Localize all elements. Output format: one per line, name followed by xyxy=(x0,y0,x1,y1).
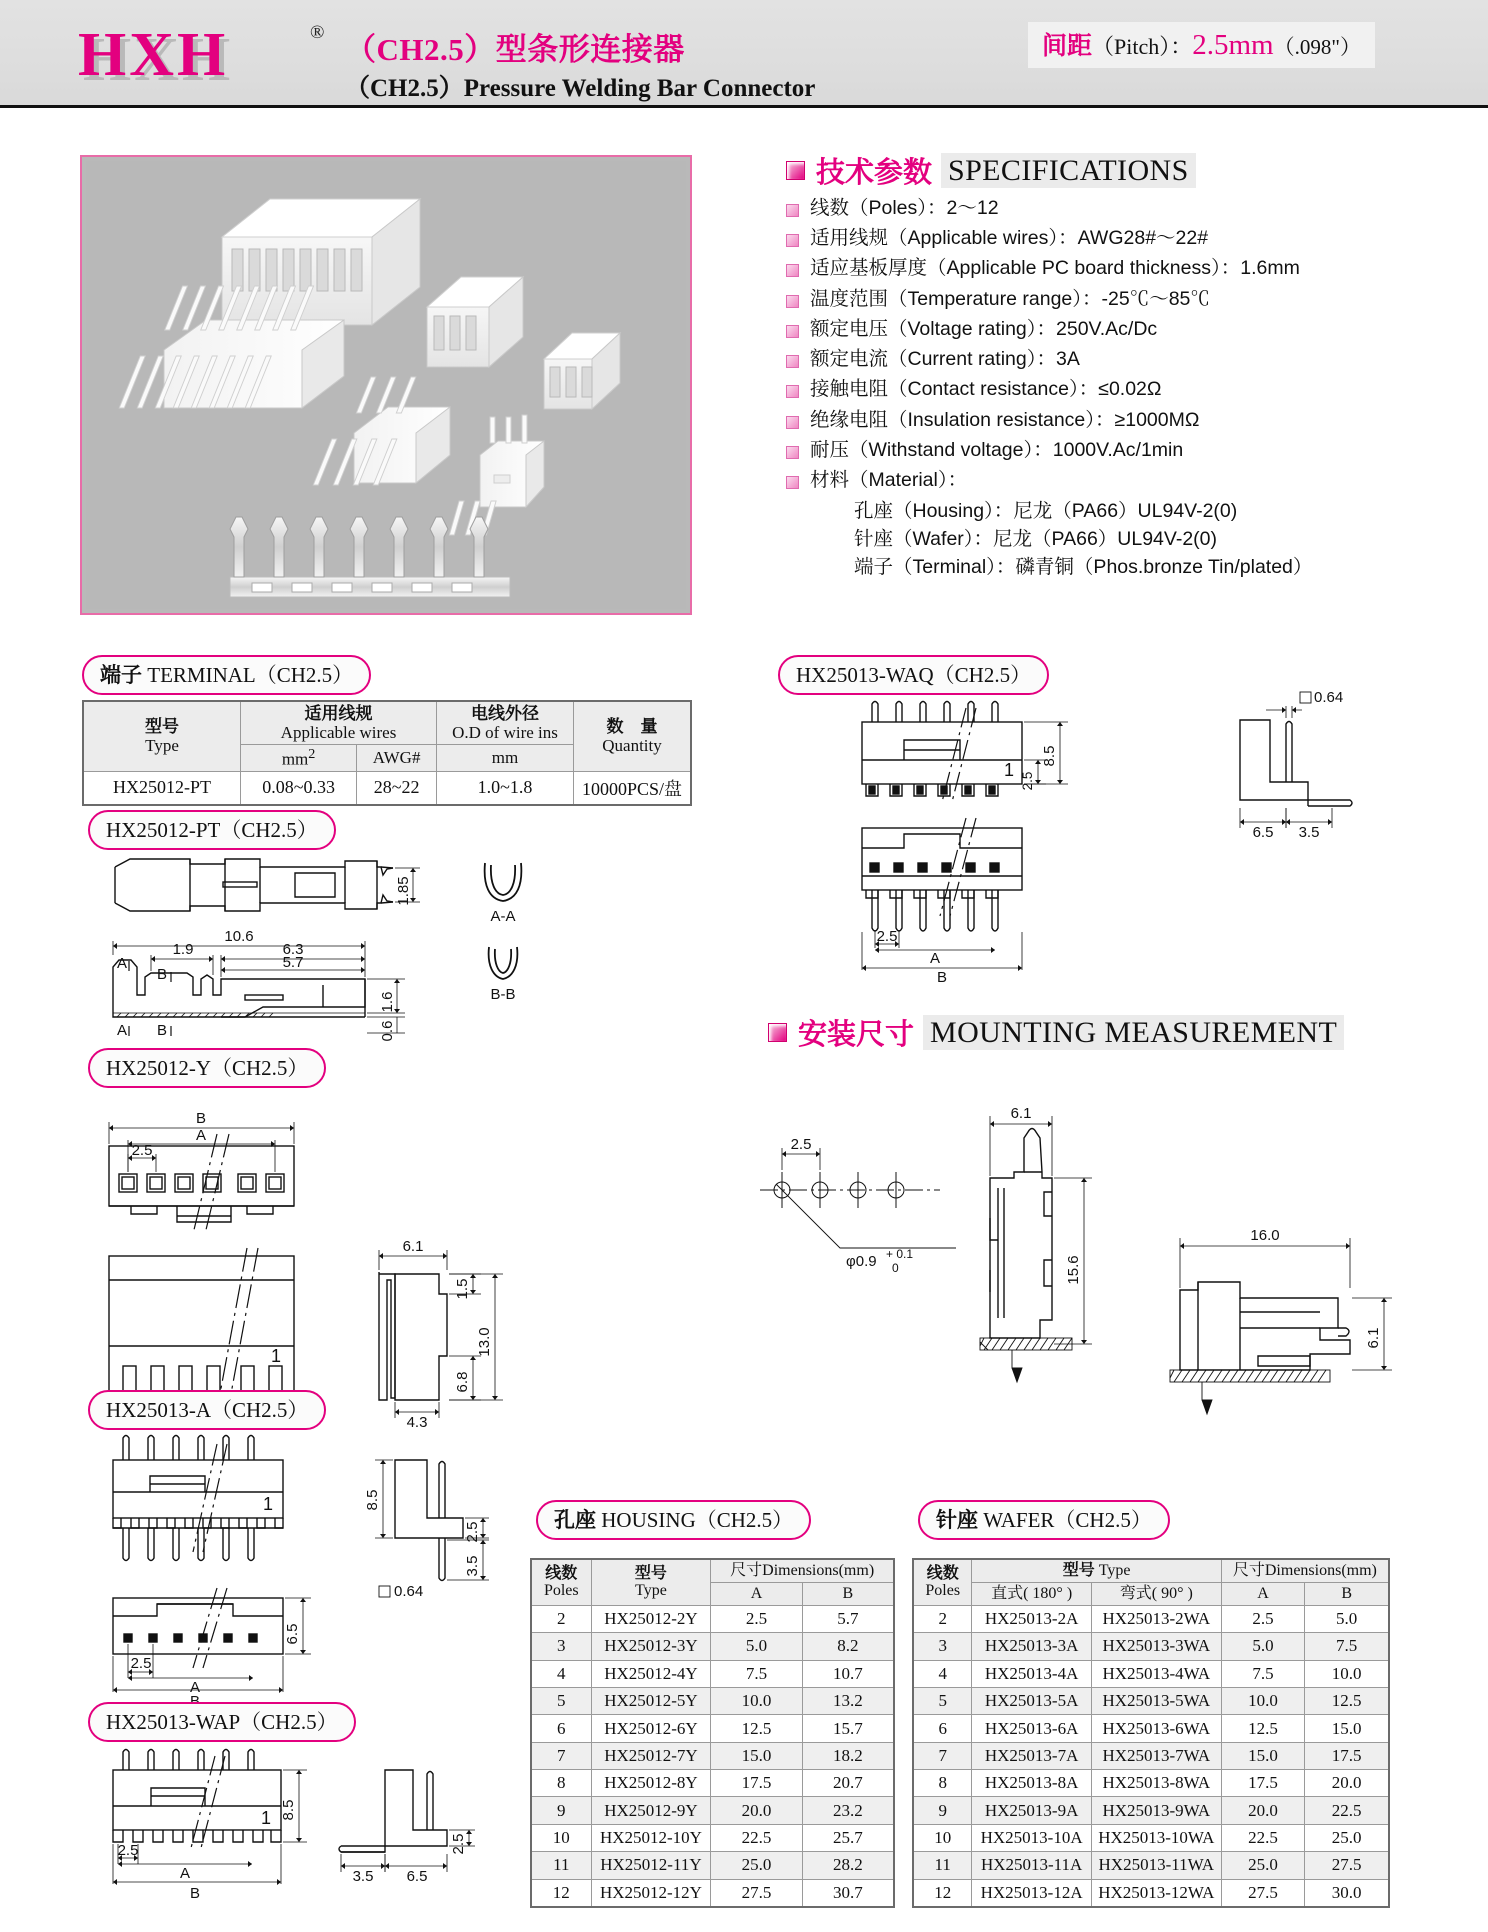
dim-y-b: B xyxy=(195,1110,207,1127)
cell-type: HX25012-12Y xyxy=(591,1879,711,1907)
table-row xyxy=(913,1770,1389,1797)
table-header-row xyxy=(531,1559,894,1582)
table-row xyxy=(531,1687,894,1714)
th-poles: 线数 Poles xyxy=(913,1559,972,1605)
cell-a: 17.5 xyxy=(711,1770,802,1797)
table-row xyxy=(531,1605,894,1632)
label-wafer xyxy=(918,1500,1170,1540)
cell-mm2: 0.08~0.33 xyxy=(241,771,357,805)
wafer-table xyxy=(912,1558,1390,1908)
section-square-icon xyxy=(768,1023,787,1042)
table-row xyxy=(913,1660,1389,1687)
cell-a: 20.0 xyxy=(1221,1797,1305,1824)
cell-poles: 8 xyxy=(531,1770,591,1797)
table-row xyxy=(83,771,691,805)
cell-b: 20.7 xyxy=(802,1770,894,1797)
dim-wap-6-5: 6.5 xyxy=(406,1868,428,1885)
cell-b: 22.5 xyxy=(1305,1797,1389,1824)
cell-type: HX25012-8Y xyxy=(591,1770,711,1797)
cell-straight: HX25013-7A xyxy=(972,1742,1091,1769)
th-dimensions: 尺寸Dimensions(mm) xyxy=(711,1559,894,1582)
dim-y-6-1: 6.1 xyxy=(402,1238,424,1255)
cell-a: 12.5 xyxy=(1221,1715,1305,1742)
cell-bent: HX25013-2WA xyxy=(1091,1605,1221,1632)
dim-a-8-5: 8.5 xyxy=(364,1489,381,1511)
registered-mark-icon: ® xyxy=(310,22,325,43)
specifications-heading xyxy=(786,150,1196,191)
cell-b: 18.2 xyxy=(802,1742,894,1769)
spec-item xyxy=(786,317,1486,343)
cell-type: HX25012-7Y xyxy=(591,1742,711,1769)
section-marker-b-bottom: B xyxy=(157,1022,168,1039)
th-bent: 弯式( 90° ) xyxy=(1091,1582,1221,1605)
bullet-icon xyxy=(786,355,799,368)
label-housing-en: HOUSING（CH2.5） xyxy=(601,1508,794,1532)
dim-y-1-5: 1.5 xyxy=(454,1278,471,1300)
cell-poles: 11 xyxy=(531,1852,591,1879)
cell-a: 22.5 xyxy=(1221,1824,1305,1851)
cell-b: 5.7 xyxy=(802,1605,894,1632)
pin-1-marker-waq: 1 xyxy=(1004,760,1015,780)
cell-poles: 3 xyxy=(531,1633,591,1660)
label-hx25013-waq-text: HX25013-WAQ（CH2.5） xyxy=(796,663,1032,687)
cell-bent: HX25013-9WA xyxy=(1091,1797,1221,1824)
cell-poles: 6 xyxy=(531,1715,591,1742)
pin-1-marker-wap: 1 xyxy=(261,1808,272,1828)
label-hx25013-a-text: HX25013-A（CH2.5） xyxy=(106,1398,309,1422)
dim-wap-8-5: 8.5 xyxy=(280,1799,297,1821)
cell-b: 10.7 xyxy=(802,1660,894,1687)
cell-bent: HX25013-6WA xyxy=(1091,1715,1221,1742)
drawing-hx25013-wap xyxy=(95,1748,525,1928)
th-dim-b: B xyxy=(802,1582,894,1605)
label-hx25012-y xyxy=(88,1048,326,1088)
dim-0-6: 0.6 xyxy=(379,1020,396,1042)
cell-b: 13.2 xyxy=(802,1687,894,1714)
pitch-value: 2.5mm xyxy=(1192,29,1274,61)
section-marker-a-top: A xyxy=(117,955,128,972)
dim-a-6-5: 6.5 xyxy=(284,1623,301,1645)
cell-straight: HX25013-10A xyxy=(972,1824,1091,1851)
dim-mount-hole: φ0.9 xyxy=(846,1253,877,1270)
specifications-heading-en: SPECIFICATIONS xyxy=(941,153,1196,188)
cell-a: 25.0 xyxy=(1221,1852,1305,1879)
cell-a: 27.5 xyxy=(1221,1879,1305,1907)
cell-type: HX25012-3Y xyxy=(591,1633,711,1660)
dim-a-0-64: 0.64 xyxy=(394,1583,424,1600)
cell-b: 25.7 xyxy=(802,1824,894,1851)
wafer-table-body xyxy=(913,1605,1389,1907)
cell-a: 25.0 xyxy=(711,1852,802,1879)
cell-b: 7.5 xyxy=(1305,1633,1389,1660)
dim-waq-B: B xyxy=(936,969,948,986)
spec-item xyxy=(786,438,1486,464)
dim-y-4-3: 4.3 xyxy=(406,1414,428,1431)
cell-b: 30.0 xyxy=(1305,1879,1389,1907)
product-title-en: （CH2.5）Pressure Welding Bar Connector xyxy=(345,75,816,102)
cell-type: HX25012-4Y xyxy=(591,1660,711,1687)
table-row xyxy=(913,1605,1389,1632)
table-row xyxy=(913,1742,1389,1769)
table-header-row xyxy=(83,701,691,745)
cell-a: 17.5 xyxy=(1221,1770,1305,1797)
label-hx25012-pt xyxy=(88,810,336,850)
dim-waq-2-5: 2.5 xyxy=(1020,771,1035,791)
th-dim-b: B xyxy=(1305,1582,1389,1605)
cell-bent: HX25013-10WA xyxy=(1091,1824,1221,1851)
section-marker-b-top: B xyxy=(157,966,168,983)
cell-b: 15.7 xyxy=(802,1715,894,1742)
dim-1-85: 1.85 xyxy=(395,876,412,906)
spec-item xyxy=(786,287,1486,313)
table-row xyxy=(531,1742,894,1769)
specifications-heading-cn: 技术参数 xyxy=(816,157,933,189)
cell-poles: 7 xyxy=(531,1742,591,1769)
material-housing: 孔座（Housing）：尼龙（PA66）UL94V-2(0) xyxy=(854,500,1238,523)
th-od: 电线外径 O.D of wire ins xyxy=(437,701,574,745)
dim-waq-3-5: 3.5 xyxy=(1298,824,1320,841)
cell-type: HX25012-6Y xyxy=(591,1715,711,1742)
cell-type: HX25012-10Y xyxy=(591,1824,711,1851)
cell-poles: 2 xyxy=(531,1605,591,1632)
cell-poles: 4 xyxy=(531,1660,591,1687)
table-row xyxy=(531,1852,894,1879)
label-terminal-en: TERMINAL（CH2.5） xyxy=(147,663,354,687)
cell-qty: 10000PCS/盘 xyxy=(574,771,692,805)
dim-waq-A: A xyxy=(929,950,941,967)
cell-b: 8.2 xyxy=(802,1633,894,1660)
cell-straight: HX25013-6A xyxy=(972,1715,1091,1742)
table-row xyxy=(913,1633,1389,1660)
cell-b: 12.5 xyxy=(1305,1687,1389,1714)
cell-b: 15.0 xyxy=(1305,1715,1389,1742)
company-logo: HXH xyxy=(78,21,229,89)
dim-1-6: 1.6 xyxy=(379,991,396,1013)
terminal-table xyxy=(82,700,692,806)
spec-item xyxy=(786,408,1486,434)
cell-a: 7.5 xyxy=(1221,1660,1305,1687)
dim-1-9: 1.9 xyxy=(172,941,194,958)
mounting-heading-en: MOUNTING MEASUREMENT xyxy=(923,1015,1344,1050)
bullet-icon xyxy=(786,416,799,429)
label-hx25013-a xyxy=(88,1390,326,1430)
cell-b: 17.5 xyxy=(1305,1742,1389,1769)
table-row xyxy=(913,1879,1389,1907)
label-hx25013-wap xyxy=(88,1702,356,1742)
label-hx25012-pt-text: HX25012-PT（CH2.5） xyxy=(106,818,318,842)
label-hx25013-wap-text: HX25013-WAP（CH2.5） xyxy=(106,1710,338,1734)
spec-wires: 适用线规（Applicable wires）：AWG28#～22# xyxy=(810,227,1209,250)
th-awg: AWG# xyxy=(357,745,437,772)
label-housing xyxy=(536,1500,811,1540)
cell-a: 22.5 xyxy=(711,1824,802,1851)
housing-table xyxy=(530,1558,895,1908)
cell-type: HX25012-PT xyxy=(83,771,241,805)
dim-mount-tol-upper: + 0.1 xyxy=(886,1247,914,1261)
cell-a: 15.0 xyxy=(1221,1742,1305,1769)
spec-item xyxy=(786,468,1486,494)
spec-voltage: 额定电压（Voltage rating）：250V.Ac/Dc xyxy=(810,317,1158,340)
th-dimensions: 尺寸Dimensions(mm) xyxy=(1221,1559,1389,1582)
label-terminal-cn: 端子 xyxy=(100,663,142,687)
cell-b: 5.0 xyxy=(1305,1605,1389,1632)
cell-straight: HX25013-3A xyxy=(972,1633,1091,1660)
cell-bent: HX25013-8WA xyxy=(1091,1770,1221,1797)
cell-poles: 6 xyxy=(913,1715,972,1742)
cell-poles: 12 xyxy=(913,1879,972,1907)
cell-poles: 12 xyxy=(531,1879,591,1907)
th-type: 型号 Type xyxy=(83,701,241,771)
cell-a: 15.0 xyxy=(711,1742,802,1769)
spec-contact-resistance: 接触电阻（Contact resistance）：≤0.02Ω xyxy=(810,378,1162,401)
th-mm: mm xyxy=(437,745,574,772)
page-header xyxy=(0,0,1488,108)
cell-od: 1.0~1.8 xyxy=(437,771,574,805)
section-label-aa: A-A xyxy=(490,908,516,925)
dim-6-3: 6.3 xyxy=(282,941,304,958)
cell-type: HX25012-9Y xyxy=(591,1797,711,1824)
table-row xyxy=(531,1770,894,1797)
spec-item xyxy=(786,377,1486,403)
cell-poles: 5 xyxy=(531,1687,591,1714)
table-row xyxy=(913,1797,1389,1824)
spec-item xyxy=(786,196,1486,222)
section-marker-a-bottom: A xyxy=(117,1022,128,1039)
dim-wap-3-5: 3.5 xyxy=(352,1868,374,1885)
cell-bent: HX25013-12WA xyxy=(1091,1879,1221,1907)
th-applicable-wires: 适用线规 Applicable wires xyxy=(241,701,437,745)
section-square-icon xyxy=(786,161,805,180)
cell-straight: HX25013-5A xyxy=(972,1687,1091,1714)
material-terminal: 端子（Terminal）：磷青铜（Phos.bronze Tin/plated） xyxy=(854,555,1313,578)
table-row xyxy=(531,1879,894,1907)
specifications-list xyxy=(786,196,1486,581)
housing-table-body xyxy=(531,1605,894,1907)
dim-a-3-5: 3.5 xyxy=(464,1555,481,1577)
dim-a-pitch: 2.5 xyxy=(130,1655,152,1672)
bullet-icon xyxy=(786,264,799,277)
cell-poles: 8 xyxy=(913,1770,972,1797)
th-poles: 线数 Poles xyxy=(531,1559,591,1605)
cell-straight: HX25013-2A xyxy=(972,1605,1091,1632)
label-wafer-en: WAFER（CH2.5） xyxy=(983,1508,1152,1532)
table-row xyxy=(913,1852,1389,1879)
pitch-label-cn: 间距 xyxy=(1042,33,1093,60)
cell-type: HX25012-5Y xyxy=(591,1687,711,1714)
spec-withstand-voltage: 耐压（Withstand voltage）：1000V.Ac/1min xyxy=(810,438,1184,461)
bullet-icon xyxy=(786,476,799,489)
cell-bent: HX25013-4WA xyxy=(1091,1660,1221,1687)
bullet-icon xyxy=(786,385,799,398)
cell-b: 28.2 xyxy=(802,1852,894,1879)
label-hx25013-waq xyxy=(778,655,1049,695)
table-row xyxy=(913,1687,1389,1714)
mounting-heading-cn: 安装尺寸 xyxy=(798,1019,915,1051)
pitch-label-en: （Pitch）： xyxy=(1092,34,1193,59)
cell-a: 27.5 xyxy=(711,1879,802,1907)
product-photo xyxy=(80,155,692,615)
table-row xyxy=(913,1824,1389,1851)
cell-a: 10.0 xyxy=(711,1687,802,1714)
cell-straight: HX25013-8A xyxy=(972,1770,1091,1797)
dim-waq-8-5: 8.5 xyxy=(1041,745,1058,767)
dim-mount-pitch: 2.5 xyxy=(790,1136,812,1153)
bullet-icon xyxy=(786,295,799,308)
cell-a: 5.0 xyxy=(1221,1633,1305,1660)
cell-straight: HX25013-9A xyxy=(972,1797,1091,1824)
spec-insulation-resistance: 绝缘电阻（Insulation resistance）：≥1000MΩ xyxy=(810,408,1200,431)
cell-a: 2.5 xyxy=(1221,1605,1305,1632)
dim-y-a: A xyxy=(195,1127,207,1144)
cell-bent: HX25013-3WA xyxy=(1091,1633,1221,1660)
pin-1-marker-a: 1 xyxy=(263,1494,274,1514)
bullet-icon xyxy=(786,204,799,217)
dim-waq-0-64: 0.64 xyxy=(1314,689,1344,706)
cell-poles: 9 xyxy=(913,1797,972,1824)
drawing-mounting-measurement xyxy=(740,1080,1460,1420)
table-row xyxy=(531,1660,894,1687)
spec-pcb-thickness: 适应基板厚度（Applicable PC board thickness）：1.6mm xyxy=(810,257,1300,280)
table-row xyxy=(531,1797,894,1824)
cell-straight: HX25013-12A xyxy=(972,1879,1091,1907)
label-housing-cn: 孔座 xyxy=(554,1508,596,1532)
cell-a: 2.5 xyxy=(711,1605,802,1632)
cell-straight: HX25013-4A xyxy=(972,1660,1091,1687)
table-row xyxy=(913,1715,1389,1742)
table-row xyxy=(531,1715,894,1742)
cell-a: 12.5 xyxy=(711,1715,802,1742)
cell-b: 25.0 xyxy=(1305,1824,1389,1851)
section-label-bb: B-B xyxy=(490,986,516,1003)
spec-current: 额定电流（Current rating）：3A xyxy=(810,348,1080,371)
dim-a-2-5: 2.5 xyxy=(464,1521,481,1543)
bullet-icon xyxy=(786,234,799,247)
label-terminal xyxy=(82,655,371,695)
cell-a: 10.0 xyxy=(1221,1687,1305,1714)
product-title-cn: （CH2.5）型条形连接器 xyxy=(345,32,685,67)
cell-poles: 9 xyxy=(531,1797,591,1824)
drawing-hx25012-pt xyxy=(95,855,625,1055)
cell-bent: HX25013-11WA xyxy=(1091,1852,1221,1879)
material-wafer: 针座（Wafer）：尼龙（PA66）UL94V-2(0) xyxy=(854,528,1218,551)
cell-b: 20.0 xyxy=(1305,1770,1389,1797)
table-row xyxy=(531,1633,894,1660)
dim-y-13-0: 13.0 xyxy=(476,1327,493,1357)
cell-b: 10.0 xyxy=(1305,1660,1389,1687)
drawing-hx25013-a xyxy=(95,1430,575,1700)
cell-type: HX25012-11Y xyxy=(591,1852,711,1879)
dim-mount-tol-lower: 0 xyxy=(892,1261,899,1275)
cell-poles: 11 xyxy=(913,1852,972,1879)
th-type: 型号 Type xyxy=(591,1559,711,1605)
pitch-badge xyxy=(1028,22,1375,68)
spec-poles: 线数（Poles）：2～12 xyxy=(810,197,999,219)
spec-item xyxy=(786,256,1486,282)
spec-item xyxy=(786,226,1486,252)
dim-wap-2-5b: 2.5 xyxy=(450,1833,467,1855)
cell-a: 5.0 xyxy=(711,1633,802,1660)
th-dim-a: A xyxy=(711,1582,802,1605)
cell-poles: 2 xyxy=(913,1605,972,1632)
cell-poles: 10 xyxy=(913,1824,972,1851)
label-wafer-cn: 针座 xyxy=(936,1508,978,1532)
dim-y-2-5: 2.5 xyxy=(131,1142,153,1159)
dim-waq-pitch: 2.5 xyxy=(876,928,898,945)
dim-10-6: 10.6 xyxy=(224,928,254,945)
dim-y-6-8: 6.8 xyxy=(454,1371,471,1393)
dim-mount-16-0: 16.0 xyxy=(1250,1227,1280,1244)
product-photo-illustration xyxy=(82,157,682,607)
spec-item xyxy=(786,347,1486,373)
th-straight: 直式( 180° ) xyxy=(972,1582,1091,1605)
cell-poles: 7 xyxy=(913,1742,972,1769)
dim-wap-2-5: 2.5 xyxy=(117,1842,139,1859)
mounting-heading xyxy=(768,1012,1344,1053)
cell-b: 30.7 xyxy=(802,1879,894,1907)
cell-b: 27.5 xyxy=(1305,1852,1389,1879)
spec-temperature: 温度范围（Temperature range）：-25℃～85℃ xyxy=(810,287,1210,310)
label-hx25012-y-text: HX25012-Y（CH2.5） xyxy=(106,1056,309,1080)
table-header-row xyxy=(913,1559,1389,1582)
cell-a: 20.0 xyxy=(711,1797,802,1824)
cell-poles: 5 xyxy=(913,1687,972,1714)
cell-b: 23.2 xyxy=(802,1797,894,1824)
bullet-icon xyxy=(786,325,799,338)
cell-poles: 4 xyxy=(913,1660,972,1687)
table-row xyxy=(531,1824,894,1851)
dim-wap-B: B xyxy=(189,1885,201,1902)
cell-poles: 10 xyxy=(531,1824,591,1851)
th-quantity: 数 量 Quantity xyxy=(574,701,692,771)
drawing-hx25013-waq xyxy=(862,689,1442,986)
cell-type: HX25012-2Y xyxy=(591,1605,711,1632)
cell-a: 7.5 xyxy=(711,1660,802,1687)
cell-straight: HX25013-11A xyxy=(972,1852,1091,1879)
dim-wap-A: A xyxy=(179,1865,191,1882)
table-subheader-row xyxy=(913,1582,1389,1605)
dim-waq-6-5: 6.5 xyxy=(1252,824,1274,841)
spec-material: 材料（Material）： xyxy=(810,469,968,492)
dim-mount-6-1b: 6.1 xyxy=(1365,1327,1382,1349)
cell-awg: 28~22 xyxy=(357,771,437,805)
dim-mount-15-6: 15.6 xyxy=(1065,1255,1082,1285)
dim-a-A: A xyxy=(189,1679,201,1696)
dim-mount-6-1: 6.1 xyxy=(1010,1105,1032,1122)
bullet-icon xyxy=(786,446,799,459)
th-dim-a: A xyxy=(1221,1582,1305,1605)
pin-1-marker-y: 1 xyxy=(271,1346,282,1366)
pitch-value-inch: （.098"） xyxy=(1273,35,1361,59)
cell-poles: 3 xyxy=(913,1633,972,1660)
cell-bent: HX25013-7WA xyxy=(1091,1742,1221,1769)
dim-5-7: 5.7 xyxy=(282,954,304,971)
th-mm2: $mm^2$ xyxy=(241,745,357,772)
cell-bent: HX25013-5WA xyxy=(1091,1687,1221,1714)
th-type: 型号 Type xyxy=(972,1559,1221,1582)
